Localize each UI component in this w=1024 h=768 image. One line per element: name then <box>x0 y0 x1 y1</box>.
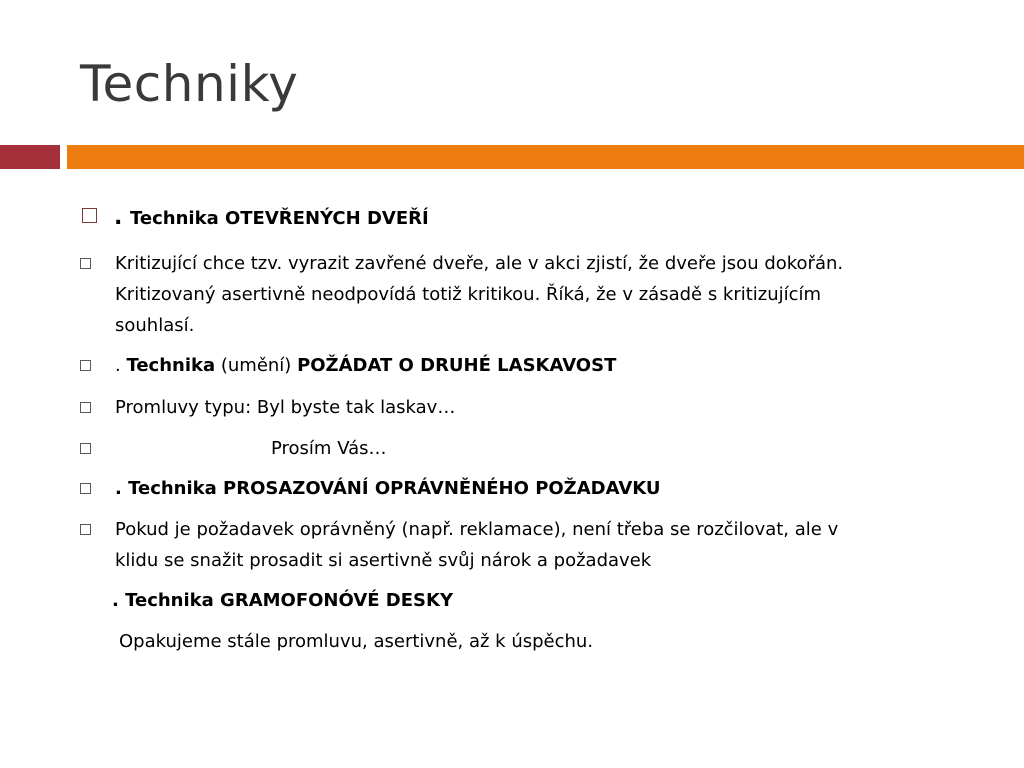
square-bullet-icon <box>80 443 91 454</box>
item-heading: Technika OTEVŘENÝCH DVEŘÍ <box>130 208 429 229</box>
item-heading-part: POŽÁDAT O DRUHÉ LASKAVOST <box>297 355 617 376</box>
square-bullet-icon <box>80 483 91 494</box>
item-prefix: . <box>115 355 127 376</box>
item-line: Kritizovaný asertivně neodpovídá totiž kritikou. Říká, že v zásadě s kritizujícím <box>115 284 822 305</box>
item-heading: . Technika PROSAZOVÁNÍ OPRÁVNĚNÉHO POŽADAVKU <box>115 478 661 499</box>
item-heading-plain: (umění) <box>215 355 298 376</box>
square-bullet-icon <box>80 524 91 535</box>
square-bullet-icon <box>80 402 91 413</box>
item-text: Promluvy typu: Byl byste tak laskav… <box>115 397 456 418</box>
item-prefix: . <box>114 205 131 230</box>
item-text: Prosím Vás… <box>271 438 387 459</box>
square-bullet-icon <box>80 360 91 371</box>
extra-heading: . Technika GRAMOFONÓVÉ DESKY <box>112 590 453 611</box>
slide-title: Techniky <box>80 55 299 113</box>
item-line: klidu se snažit prosadit si asertivně svůj nárok a požadavek <box>115 550 652 571</box>
item-line: Pokud je požadavek oprávněný (např. reklamace), není třeba se rozčilovat, ale v <box>115 519 839 540</box>
item-line: Kritizující chce tzv. vyrazit zavřené dveře, ale v akci zjistí, že dveře jsou dokořán. <box>115 253 844 274</box>
item-line: souhlasí. <box>115 315 195 336</box>
square-bullet-icon <box>80 258 91 269</box>
square-bullet-icon <box>82 208 97 223</box>
item-heading-part: Technika <box>126 355 216 376</box>
extra-text: Opakujeme stále promluvu, asertivně, až k úspěchu. <box>119 631 594 652</box>
